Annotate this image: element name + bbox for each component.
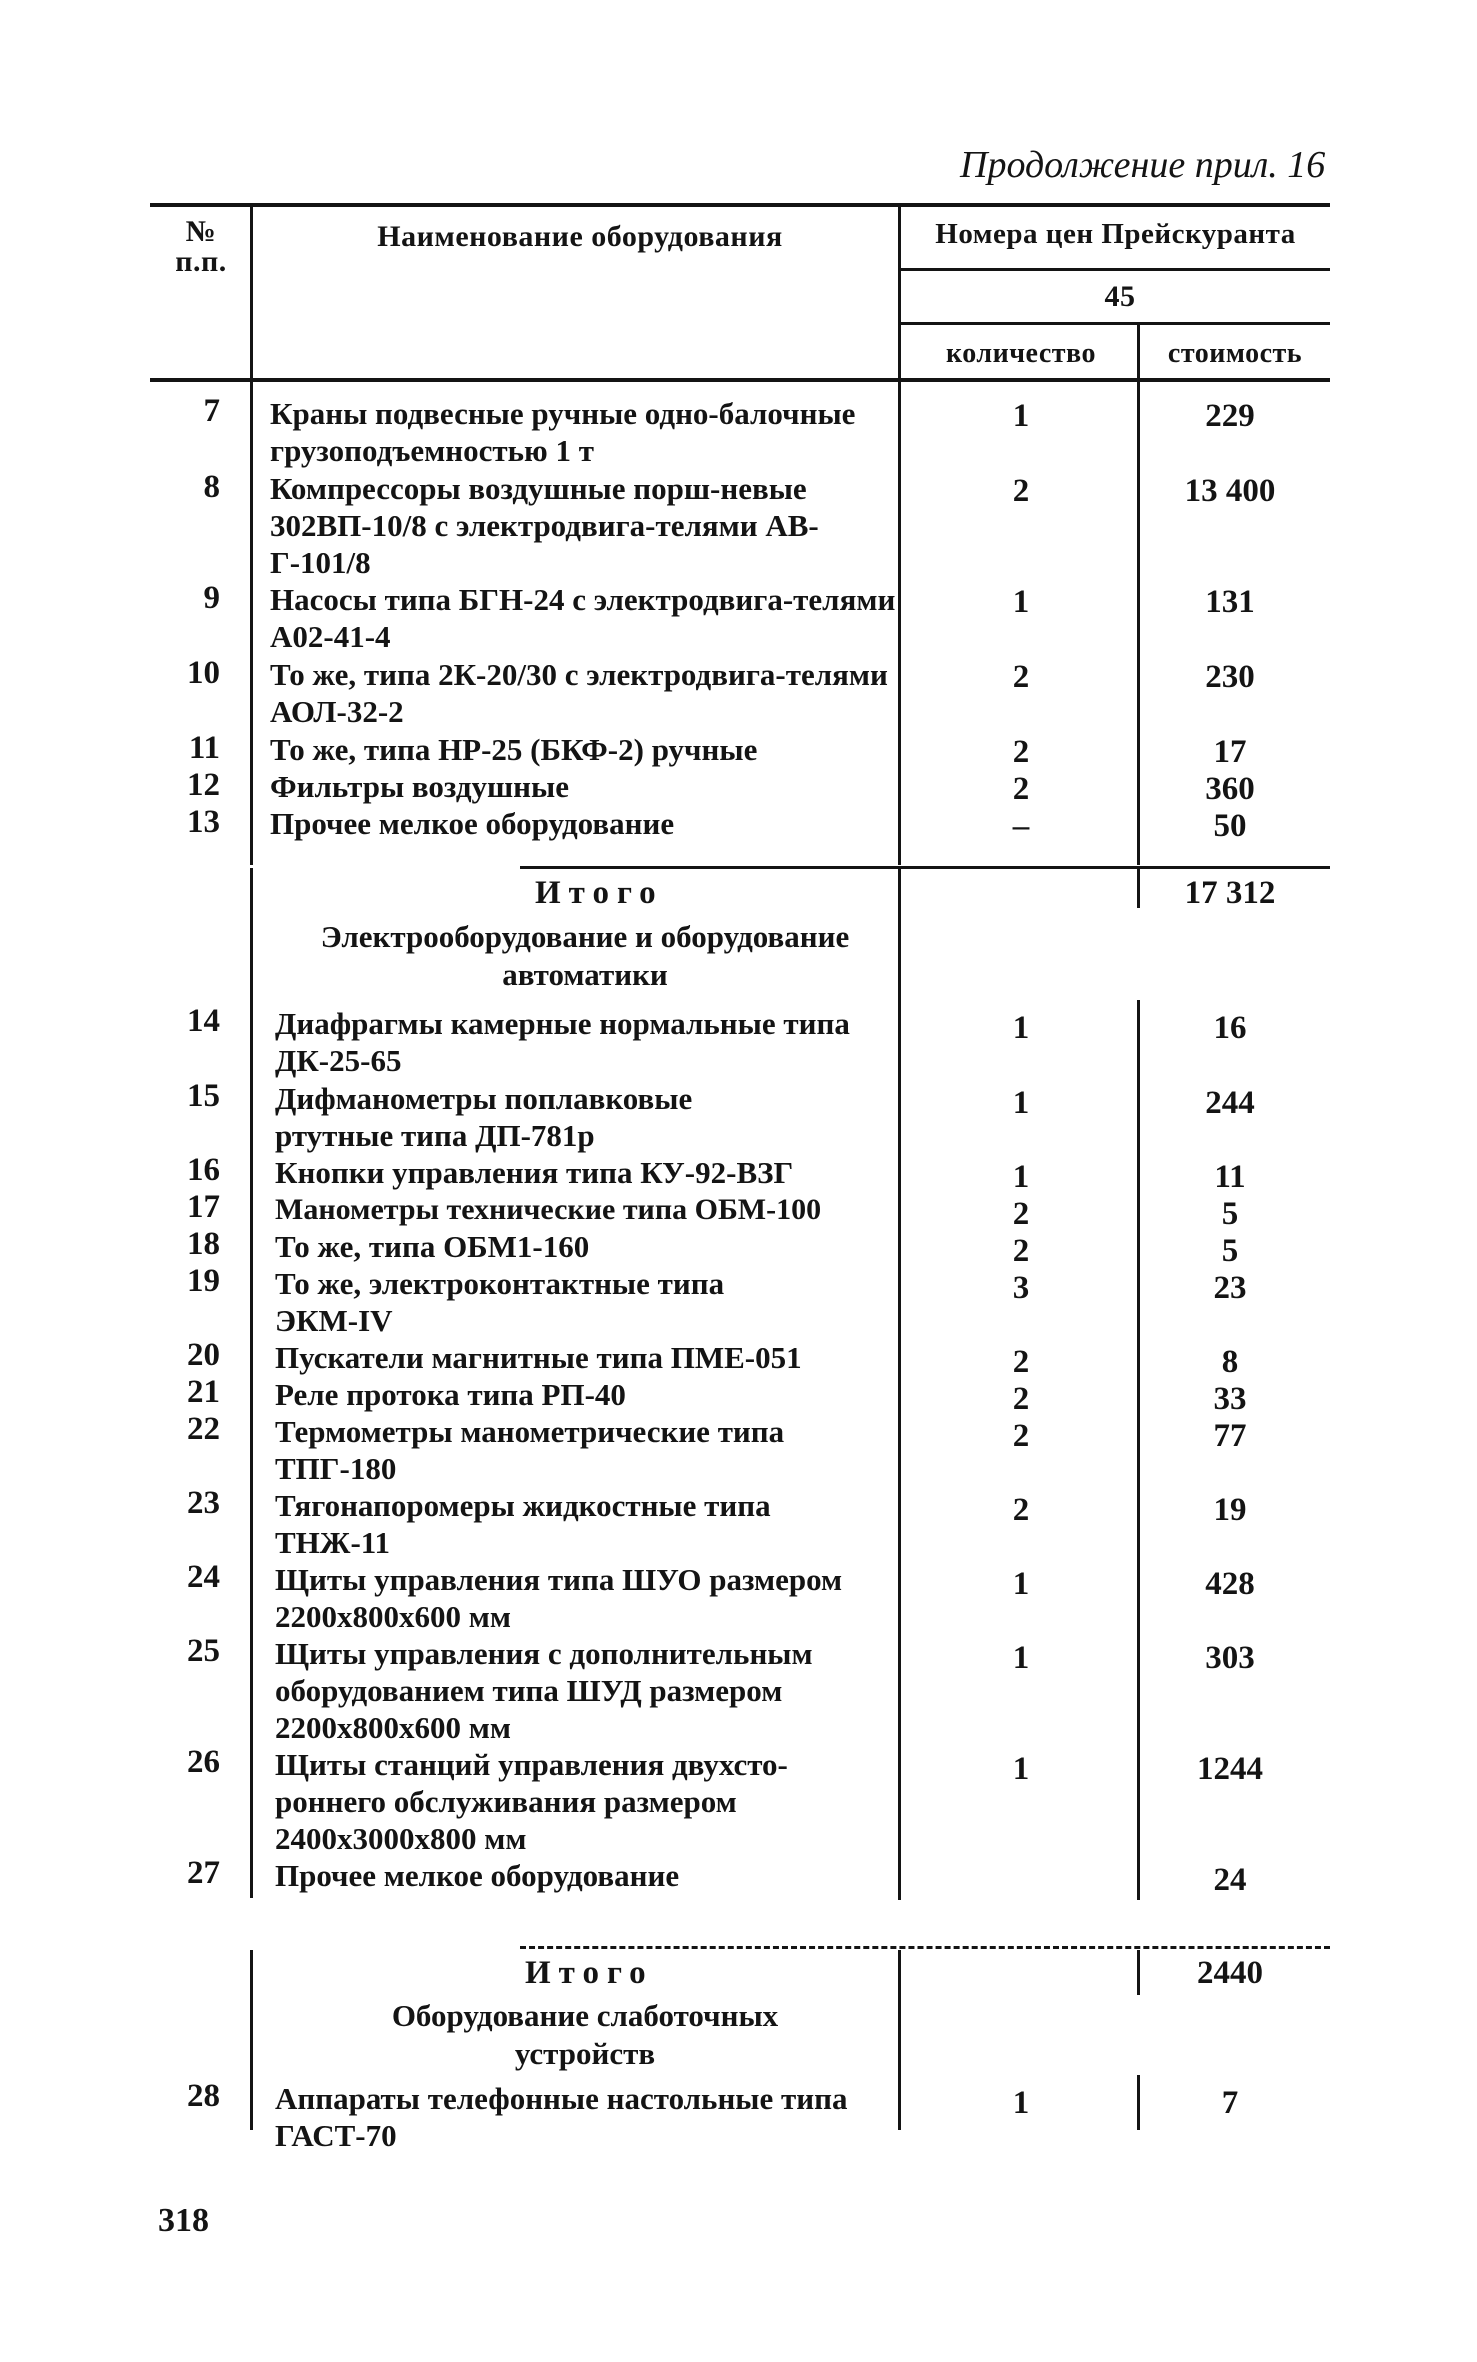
row-number: 9 — [203, 580, 220, 616]
row-cost: 244 — [1205, 1085, 1255, 1121]
row-name: Дифманометры поплавковые ртутные типа ДП-781р — [275, 1081, 693, 1153]
row-cost: 131 — [1205, 584, 1255, 620]
row-cost: 428 — [1205, 1566, 1255, 1602]
row-number: 10 — [187, 655, 220, 691]
row-cost: 50 — [1213, 808, 1247, 844]
row-cost: 33 — [1213, 1381, 1247, 1417]
row-name: Тягонапоромеры жидкостные типа ТНЖ-11 — [275, 1488, 771, 1560]
row-name: Щиты станций управления двухсто-роннего обслуживания размером 2400x3000x800 мм — [275, 1747, 788, 1856]
row-qty: 1 — [1012, 1010, 1030, 1046]
row-qty: 3 — [1012, 1270, 1030, 1306]
section-low-current-heading: Оборудование слаботочных устройств — [391, 1998, 779, 2071]
row-name: Манометры технические типа ОБМ-100 — [275, 1193, 822, 1226]
row-qty: 1 — [1012, 2085, 1030, 2121]
row-qty: 1 — [1012, 1566, 1030, 1602]
row-name: Прочее мелкое оборудование — [270, 806, 675, 841]
row-qty: 2 — [1012, 1492, 1030, 1528]
col-divider-no — [250, 205, 253, 865]
row-qty: 2 — [1012, 1196, 1030, 1232]
row-qty: 2 — [1012, 1344, 1030, 1380]
col-divider-name-3 — [898, 1000, 901, 1900]
row-number: 17 — [187, 1189, 220, 1225]
row-qty: 2 — [1012, 1233, 1030, 1269]
total-1-label: Итого — [535, 875, 664, 911]
row-qty: 2 — [1012, 1381, 1030, 1417]
row-cost: 16 — [1213, 1010, 1247, 1046]
row-name: То же, типа 2К-20/30 с электродвига-телями АОЛ-32-2 — [270, 657, 888, 729]
row-cost: 5 — [1221, 1233, 1239, 1269]
col-divider-no-2 — [250, 868, 253, 1898]
row-cost: 11 — [1214, 1159, 1246, 1195]
row-cost: 360 — [1205, 771, 1255, 807]
total-2-cost: 2440 — [1197, 1955, 1263, 1991]
total-1-cost: 17 312 — [1184, 875, 1276, 911]
continuation-caption: Продолжение прил. 16 — [960, 144, 1326, 186]
row-number: 27 — [187, 1855, 220, 1891]
row-name: То же, электроконтактные типа ЭКМ-IV — [275, 1266, 725, 1338]
row-qty: 2 — [1012, 473, 1030, 509]
row-qty: 1 — [1012, 1159, 1030, 1195]
total-1-rule — [520, 866, 1330, 869]
col-divider-name-4 — [898, 1950, 901, 2130]
row-number: 28 — [187, 2078, 220, 2114]
prices-underline — [900, 268, 1330, 271]
row-name: Фильтры воздушные — [270, 769, 569, 804]
row-qty: 1 — [1012, 1640, 1030, 1676]
row-name: Компрессоры воздушные порш-невые 302ВП-10/8 с электродвига-телями АВ-Г-101/8 — [270, 471, 819, 580]
row-cost: 7 — [1221, 2085, 1239, 2121]
row-number: 13 — [187, 804, 220, 840]
header-name: Наименование оборудования — [377, 220, 783, 253]
row-cost: 19 — [1213, 1492, 1247, 1528]
row-number: 8 — [203, 469, 220, 505]
total-2-label: Итого — [525, 1955, 654, 1991]
row-cost: 230 — [1205, 659, 1255, 695]
row-number: 12 — [187, 767, 220, 803]
row-name: То же, типа НР-25 (БКФ-2) ручные — [270, 732, 758, 767]
row-cost: 17 — [1213, 734, 1247, 770]
row-number: 19 — [187, 1263, 220, 1299]
header-cost: стоимость — [1167, 338, 1303, 369]
row-qty: 1 — [1012, 584, 1030, 620]
total-2-rule — [520, 1946, 1330, 1949]
row-number: 18 — [187, 1226, 220, 1262]
row-cost: 23 — [1213, 1270, 1247, 1306]
row-number: 14 — [187, 1003, 220, 1039]
row-name: Краны подвесные ручные одно-балочные грузоподъемностью 1 т — [270, 396, 856, 468]
row-qty: 2 — [1012, 771, 1030, 807]
row-name: Пускатели магнитные типа ПМЕ-051 — [275, 1340, 802, 1375]
row-qty: 2 — [1012, 659, 1030, 695]
row-number: 7 — [203, 393, 220, 429]
row-name: Щиты управления типа ШУО размером 2200x800x600 мм — [275, 1562, 843, 1634]
row-name: То же, типа ОБМ1-160 — [275, 1229, 590, 1264]
row-qty: 2 — [1012, 1418, 1030, 1454]
row-number: 22 — [187, 1411, 220, 1447]
row-name: Щиты управления с дополнительным оборудованием типа ШУД размером 2200x800x600 мм — [275, 1636, 813, 1745]
row-qty: – — [1012, 808, 1030, 844]
row-cost: 13 400 — [1184, 473, 1276, 509]
row-number: 24 — [187, 1559, 220, 1595]
row-number: 26 — [187, 1744, 220, 1780]
row-cost: 5 — [1221, 1196, 1239, 1232]
row-number: 25 — [187, 1633, 220, 1669]
row-name: Кнопки управления типа КУ-92-ВЗГ — [275, 1155, 794, 1190]
row-qty: 1 — [1012, 1085, 1030, 1121]
row-number: 16 — [187, 1152, 220, 1188]
table-top-rule — [150, 203, 1330, 207]
page-number: 318 — [158, 2202, 209, 2239]
row-name: Насосы типа БГН-24 с электродвига-телями А02-41-4 — [270, 582, 896, 654]
row-number: 11 — [188, 730, 220, 766]
row-name: Диафрагмы камерные нормальные типа ДК-25-65 — [275, 1006, 850, 1078]
row-qty: 1 — [1012, 1751, 1030, 1787]
row-qty: 2 — [1012, 734, 1030, 770]
row-name: Прочее мелкое оборудование — [275, 1858, 680, 1893]
price-list-underline — [900, 322, 1330, 325]
row-cost: 8 — [1221, 1344, 1239, 1380]
row-name: Аппараты телефонные настольные типа ГАСТ-70 — [275, 2081, 848, 2153]
row-cost: 77 — [1213, 1418, 1247, 1454]
header-price-list-no: 45 — [1104, 280, 1136, 313]
row-cost: 303 — [1205, 1640, 1255, 1676]
header-qty: количество — [946, 338, 1096, 369]
row-cost: 229 — [1205, 398, 1255, 434]
row-number: 15 — [187, 1078, 220, 1114]
row-name: Термометры манометрические типа ТПГ-180 — [275, 1414, 785, 1486]
row-number: 21 — [187, 1374, 220, 1410]
row-cost: 24 — [1213, 1862, 1247, 1898]
section-electrical-heading: Электрооборудование и оборудование автоматики — [320, 919, 850, 992]
header-no: № п.п. — [175, 215, 227, 278]
row-number: 20 — [187, 1337, 220, 1373]
col-divider-no-3 — [250, 1950, 253, 2130]
row-name: Реле протока типа РП-40 — [275, 1377, 626, 1412]
row-number: 23 — [187, 1485, 220, 1521]
header-bottom-rule — [150, 378, 1330, 382]
header-prices: Номера цен Прейскуранта — [935, 218, 1296, 250]
row-qty: 1 — [1012, 398, 1030, 434]
row-cost: 1244 — [1197, 1751, 1263, 1787]
